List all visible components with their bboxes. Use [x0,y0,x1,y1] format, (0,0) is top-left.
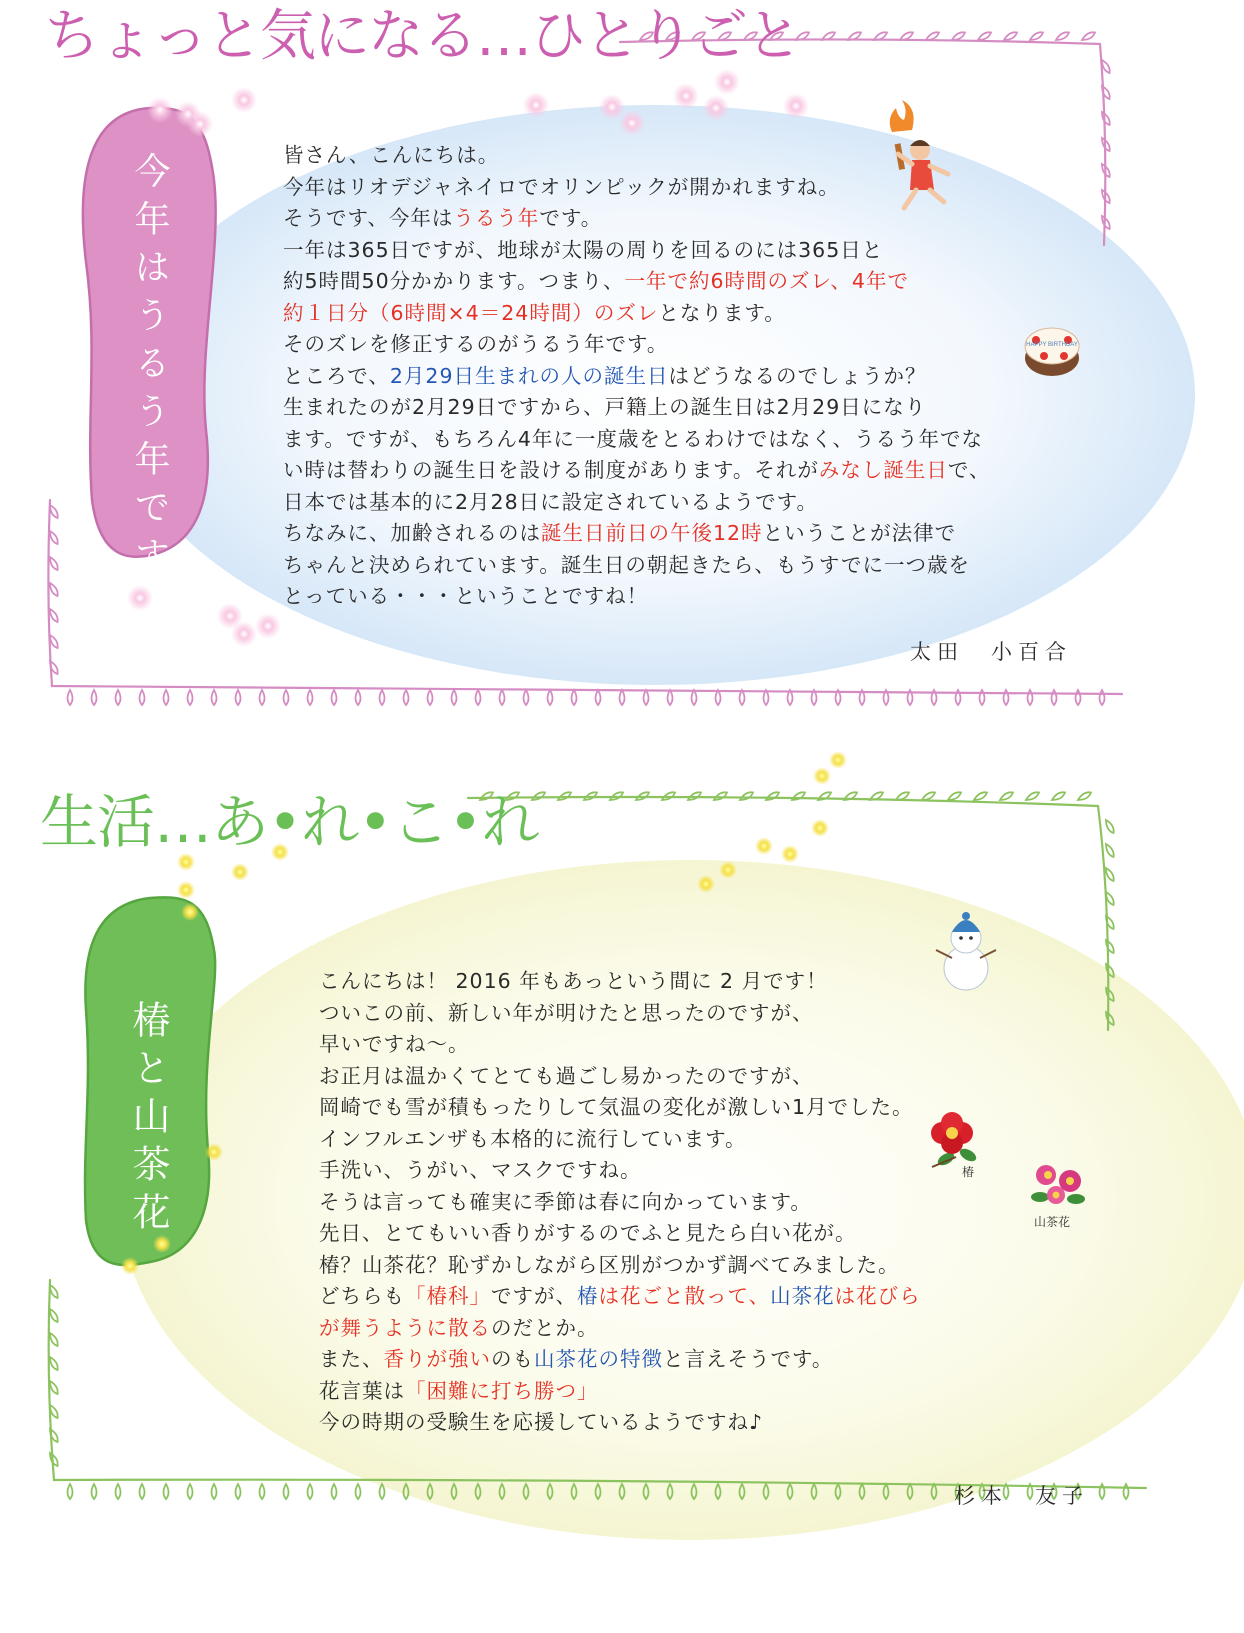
firefly-sparkle [697,875,715,893]
vine-leaf [48,1428,60,1443]
blossom-sparkle [255,613,281,639]
vine-leaf [596,690,601,705]
section2-signature: 杉本 友子 [954,1484,1089,1508]
svg-text:椿: 椿 [962,1165,975,1179]
highlighted-text: 「困難に打ち勝つ」 [405,1378,599,1403]
text-line [283,392,990,424]
blossom-sparkle [619,110,645,136]
text-segment: また、 [319,1347,384,1371]
text-line [319,1124,921,1156]
text-segment: ところで、 [283,363,390,388]
text-segment: そのズレを修正するのがうるう年です。 [283,332,669,356]
vine-leaf [1100,85,1112,100]
vine-leaf [999,790,1014,802]
vine-leaf [620,690,625,705]
vine-leaf [284,690,289,705]
vine-leaf [765,790,780,802]
vine-leaf [236,690,241,705]
vine-leaf [68,1484,73,1499]
firefly-sparkle [781,845,799,863]
svg-text:HAPPY BIRTHDAY: HAPPY BIRTHDAY [1026,342,1078,348]
vine-leaf [644,690,649,705]
vine-leaf [1055,30,1070,42]
text-segment: ついこの前、新しい年が明けたと思ったのですが、 [319,1000,814,1025]
vine-leaf [1081,30,1096,42]
vine-leaf [116,690,121,705]
text-line [319,1061,921,1093]
vine-leaf [48,660,60,675]
vine-leaf [380,690,385,705]
blossom-sparkle [175,101,201,127]
text-line [283,235,990,267]
text-segment: 今年はリオデジャネイロでオリンピックが開かれますね。 [283,174,840,199]
vine-leaf [92,690,97,705]
vine-leaf [188,1484,193,1499]
text-segment: 生まれたのが2月29日ですから、戸籍上の誕生日は2月29日になり [283,395,927,419]
text-line [283,172,990,204]
text-line [283,266,990,298]
vine-leaf [1077,790,1092,802]
text-segment: です。 [539,206,603,230]
text-segment: ですが、 [491,1284,577,1308]
text-segment: 皆さん、こんにちは。 [283,143,500,167]
vine-leaf [1104,819,1116,834]
vine-leaf [1100,690,1105,705]
vine-leaf [212,690,217,705]
vine-leaf [48,556,60,571]
section1-pill-label: 今年はうるう年です！ [129,152,170,632]
blossom-sparkle [231,621,257,647]
text-line [283,487,990,519]
text-line [283,361,990,393]
text-segment: のも [491,1347,534,1371]
highlighted-text: 「椿科」 [405,1284,491,1308]
text-segment: と言えそうです。 [663,1347,834,1371]
firefly-sparkle [811,819,829,837]
vine-leaf [1051,790,1066,802]
text-line [283,424,990,456]
vine-leaf [791,790,806,802]
text-line [319,1407,921,1439]
vine-leaf [140,690,145,705]
birthday-cake-icon [1025,328,1079,376]
blossom-sparkle [714,69,740,95]
text-line [283,518,990,550]
vine-leaf [1076,690,1081,705]
vine-leaf [332,1484,337,1499]
vine-leaf [48,582,60,597]
text-segment: ちゃんと決められています。誕生日の朝起きたら、もうすでに一つ歳を [283,552,970,577]
blossom-sparkle [231,87,257,113]
text-segment: 日本では基本的に2月28日に設定されているようです。 [283,489,818,514]
text-segment: で、 [947,458,991,482]
vine-leaf [668,690,673,705]
text-line [319,1376,921,1408]
vine-leaf [1124,1484,1129,1499]
vine-leaf [1029,30,1044,42]
section1-title: ちょっと気になる…ひとりごと [44,4,800,69]
text-segment: ちなみに、加齢されるのは [283,521,541,545]
text-segment: こんにちは！ 2016 年もあっという間に 2 月です！ [319,969,828,993]
vine-leaf [236,1484,241,1499]
text-segment: お正月は温かくてとても過ごし易かったのですが、 [319,1063,814,1088]
vine-leaf [356,1484,361,1499]
vine-leaf [572,690,577,705]
firefly-sparkle [205,1143,223,1161]
highlighted-text: 誕生日前日の午後12時 [541,521,763,545]
text-segment: 早いですね～。 [319,1032,470,1056]
text-line [283,140,990,172]
vine-leaf [260,1484,265,1499]
highlighted-text: 2月29日生まれの人の誕生日 [389,363,669,388]
vine-leaf [92,1484,97,1499]
highlighted-text: は花ごと散って、 [598,1284,771,1308]
vine-leaf [68,690,73,705]
highlighted-text: は花びら [834,1284,921,1308]
vine-leaf [260,690,265,705]
vine-leaf [500,690,505,705]
blossom-sparkle [147,97,173,123]
vine-leaf [817,790,832,802]
firefly-sparkle [181,903,199,921]
text-segment: インフルエンザも本格的に流行しています。 [319,1126,747,1151]
highlighted-text: が舞うように散る [319,1315,491,1340]
blossom-sparkle [783,93,809,119]
blossom-sparkle [523,92,549,118]
text-segment: 花言葉は [319,1378,405,1403]
vine-leaf [332,690,337,705]
vine-leaf [739,790,754,802]
text-segment: 先日、とてもいい香りがするのでふと見たら白い花が。 [319,1221,857,1245]
vine-leaf [548,690,553,705]
vine-leaf [116,1484,121,1499]
vine-leaf [164,1484,169,1499]
section1-signature: 太田 小百合 [910,640,1072,664]
text-line [319,1187,921,1219]
text-line [319,1313,921,1345]
vine-leaf [212,1484,217,1499]
text-line [283,298,990,330]
text-segment: 今の時期の受験生を応援しているようですね♪ [319,1410,764,1434]
text-line [283,329,990,361]
text-line [319,998,921,1030]
vine-leaf [692,690,697,705]
text-segment: どちらも [319,1284,405,1308]
text-line [319,1092,921,1124]
vine-leaf [308,690,313,705]
text-segment: はどうなるのでしょうか？ [668,363,927,388]
text-line [283,455,990,487]
highlighted-text: うるう年 [453,206,540,230]
text-line [283,581,990,613]
section1-body [283,140,990,613]
vine-leaf [476,690,481,705]
text-segment: そうは言っても確実に季節は春に向かっています。 [319,1189,812,1214]
highlighted-text: 香りが強い [383,1347,491,1371]
firefly-sparkle [813,767,831,785]
firefly-sparkle [231,863,249,881]
section2-title: 生活…あ•れ•こ•れ [40,788,539,856]
firefly-sparkle [755,837,773,855]
vine-leaf [404,690,409,705]
text-segment: ます。ですが、もちろん4年に一度歳をとるわけではなく、うるう年でな [283,426,983,451]
text-segment: とっている・・・ということですね！ [283,584,649,608]
highlighted-text: みなし誕生日 [818,458,948,482]
vine-leaf [1104,915,1116,930]
text-line [319,966,921,998]
vine-leaf [1025,790,1040,802]
text-line [283,203,990,235]
text-segment: のだとか。 [491,1315,599,1340]
vine-leaf [524,690,529,705]
highlighted-text: 約１日分（6時間×4＝24時間）のズレ [283,300,659,325]
text-segment: 手洗い、うがい、マスクですね。 [319,1158,642,1182]
text-line [319,1029,921,1061]
text-segment: い時は替わりの誕生日を設ける制度があります。それが [283,458,819,482]
vine-leaf [284,1484,289,1499]
text-segment: そうです、今年は [283,206,454,230]
svg-text:山茶花: 山茶花 [1034,1215,1071,1229]
vine-leaf [356,690,361,705]
vine-leaf [843,790,858,802]
text-segment: 約5時間50分かかります。つまり、 [283,269,625,293]
vine-leaf [380,1484,385,1499]
text-segment: 椿？山茶花？恥ずかしながら区別がつかず調べてみました。 [319,1252,900,1277]
vine-leaf [973,790,988,802]
blossom-sparkle [673,83,699,109]
text-line [319,1344,921,1376]
highlighted-text: 椿 [577,1284,599,1308]
firefly-sparkle [829,751,847,769]
text-segment: 一年は365日ですが、地球が太陽の周りを回るのには365日と [283,237,884,262]
vine-leaf [716,690,721,705]
vine-leaf [428,690,433,705]
vine-leaf [164,690,169,705]
text-segment: 岡崎でも雪が積もったりして気温の変化が激しい1月でした。 [319,1095,914,1119]
text-line [319,1281,921,1313]
blossom-sparkle [703,95,729,121]
vine-leaf [1104,843,1116,858]
vine-leaf [308,1484,313,1499]
firefly-sparkle [177,881,195,899]
vine-leaf [1100,111,1112,126]
firefly-sparkle [121,1257,139,1275]
vine-leaf [188,690,193,705]
section2-pill-label: 椿と山茶花 [126,1000,170,1240]
section2-body [319,966,921,1439]
text-segment: となります。 [658,300,786,325]
firefly-sparkle [719,861,737,879]
text-line [319,1155,921,1187]
highlighted-text: 一年で約6時間のズレ、4年で [624,269,909,293]
vine-leaf [140,1484,145,1499]
vine-leaf [1003,30,1018,42]
text-segment: ということが法律で [762,521,957,545]
text-line [319,1218,921,1250]
text-line [283,550,990,582]
vine-leaf [1104,939,1116,954]
text-line [319,1250,921,1282]
vine-leaf [452,690,457,705]
highlighted-text: 山茶花の特徴 [534,1347,663,1371]
highlighted-text: 山茶花 [770,1284,835,1308]
vine-leaf [1052,690,1057,705]
